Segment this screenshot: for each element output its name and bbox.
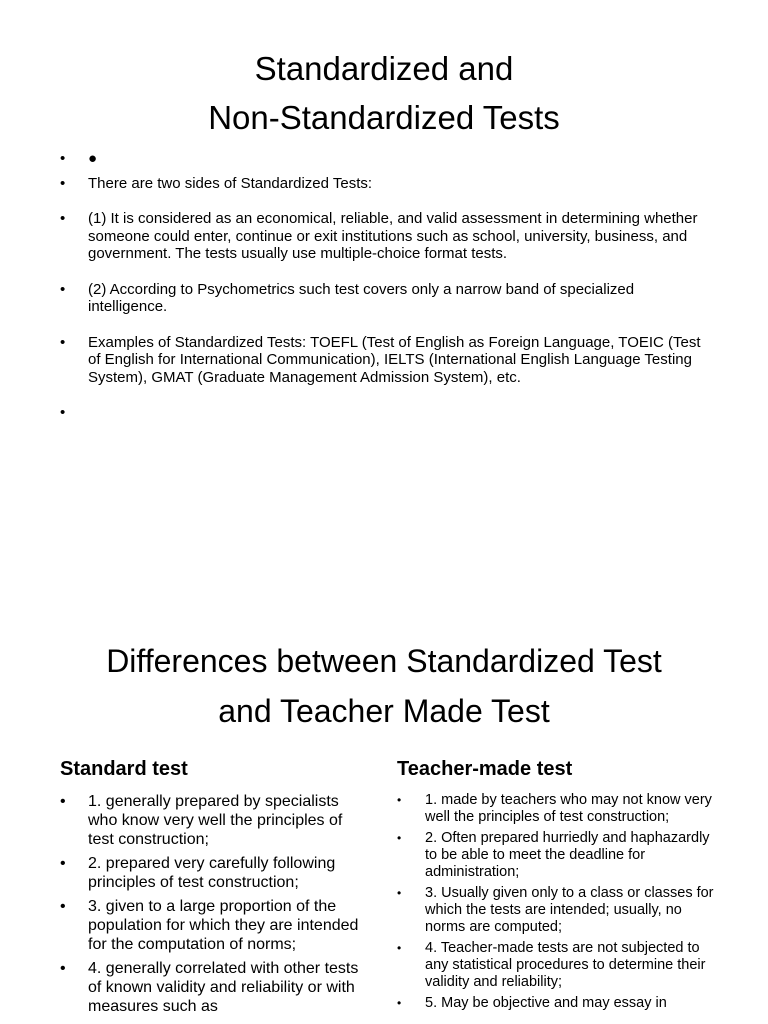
bullet-text: ● (88, 150, 98, 167)
slide-title (0, 636, 768, 736)
bullet-dot-icon: • (60, 960, 66, 977)
slide-title-line-2: and Teacher Made Test (218, 693, 550, 729)
bullet-list (60, 150, 710, 440)
list-item (397, 885, 717, 936)
bullet-text: (1) It is considered as an economical, reliable, and valid assessment in determining whether someone could enter, continue or exit institutions such as school, university, business, and government. The tests usually use multiple-choice format tests. (88, 210, 698, 262)
list-item-text: 2. prepared very carefully following principles of test construction; (88, 855, 336, 891)
bullet-text: Examples of Standardized Tests: TOEFL (Test of English as Foreign Language, TOEIC (Test of English for International Communication), IELTS (International English Language Testing System), GMAT (Graduate Management Admission System), etc. (88, 333, 701, 386)
bullet-item (60, 150, 710, 168)
slide-title-line-2: Non-Standardized Tests (208, 99, 560, 136)
list-item-text: 3. given to a large proportion of the population for which they are intended for the computation of norms; (88, 898, 359, 953)
list-item (397, 792, 717, 826)
left-column-heading: Standard test (60, 758, 188, 780)
bullet-dot-icon: • (397, 941, 402, 955)
bullet-dot-icon: • (397, 793, 402, 807)
list-item-text: 2. Often prepared hurriedly and haphazardly to be able to meet the deadline for administration; (425, 830, 710, 880)
bullet-text: (2) According to Psychometrics such test covers only a narrow band of specialized intelligence. (88, 280, 635, 315)
bullet-dot-icon: • (60, 210, 66, 227)
slide-differences (0, 590, 768, 1024)
list-item (60, 854, 370, 892)
bullet-item (60, 175, 710, 193)
bullet-item (60, 210, 710, 263)
list-item (60, 897, 370, 954)
right-column-heading: Teacher-made test (397, 758, 573, 780)
slide-title (0, 44, 768, 142)
list-item (60, 792, 370, 849)
list-item-text: 1. generally prepared by specialists who know very well the principles of test construction; (88, 793, 343, 848)
slide-title-line-1: Differences between Standardized Test (106, 643, 662, 679)
bullet-dot-icon: • (397, 831, 402, 845)
teacher-made-test-list (397, 792, 717, 1016)
bullet-dot-icon: • (60, 855, 66, 872)
standard-test-list (60, 792, 370, 1021)
bullet-item (60, 281, 710, 316)
bullet-dot-icon: • (60, 174, 66, 192)
bullet-dot-icon: • (60, 898, 66, 915)
bullet-dot-icon: • (60, 793, 66, 810)
list-item (397, 940, 717, 991)
bullet-item (60, 404, 710, 422)
list-item-text: 5. May be objective and may essay in (425, 995, 667, 1011)
bullet-item (60, 334, 710, 387)
list-item-text: 4. Teacher-made tests are not subjected to any statistical procedures to determine their validity and reliability; (425, 940, 706, 990)
bullet-dot-icon: • (60, 333, 66, 351)
bullet-dot-icon: • (397, 996, 402, 1010)
list-item (60, 959, 370, 1016)
bullet-dot-icon: • (397, 886, 402, 900)
list-item-text: 1. made by teachers who may not know very well the principles of test construction; (425, 792, 712, 825)
list-item-text: 4. generally correlated with other tests of known validity and reliability or with measures such as (88, 960, 359, 1015)
bullet-text: There are two sides of Standardized Tests: (88, 174, 373, 192)
list-item (397, 995, 717, 1012)
bullet-dot-icon: • (60, 404, 66, 421)
bullet-dot-icon: • (60, 280, 66, 298)
bullet-dot-icon: • (60, 150, 66, 167)
list-item (397, 830, 717, 881)
list-item-text: 3. Usually given only to a class or classes for which the tests are intended; usually, no norms are computed; (425, 885, 714, 935)
slide-title-line-1: Standardized and (254, 50, 514, 87)
